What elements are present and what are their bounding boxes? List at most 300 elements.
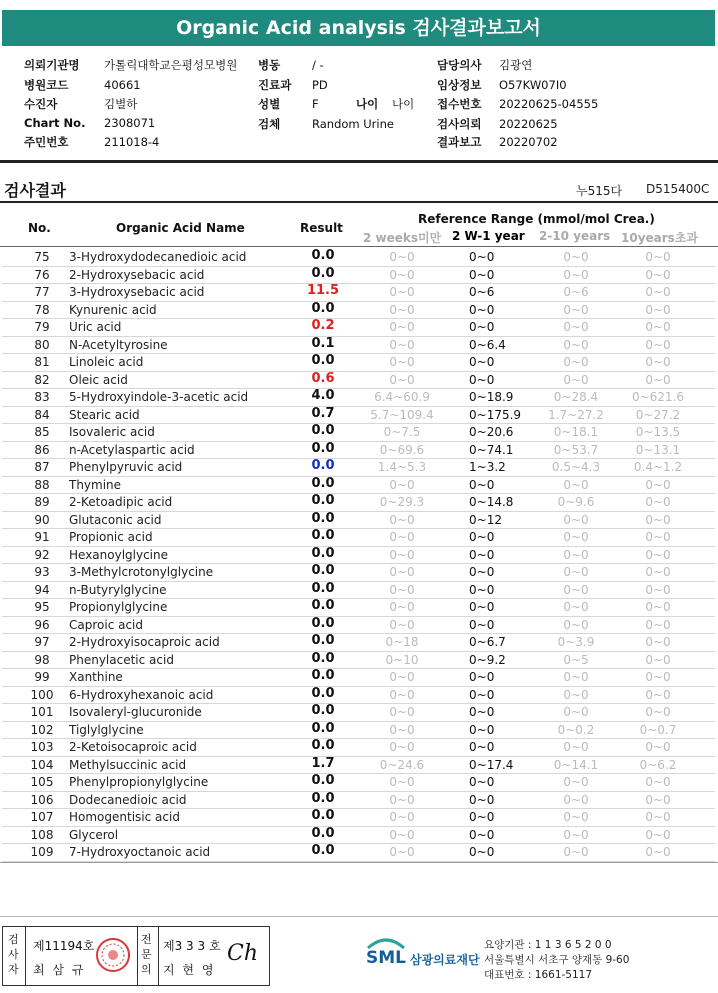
cell-r3: 0~18.1 (553, 425, 599, 439)
table-row (2, 721, 715, 740)
cell-r1: 0~0 (389, 285, 415, 299)
cell-result: 0.0 (311, 773, 335, 788)
cell-r3: 0~0 (563, 792, 589, 807)
cell-name: Dodecanedioic acid (69, 792, 187, 807)
cell-r3: 0~0 (563, 565, 589, 579)
cell-name: Isovaleryl-glucuronide (69, 705, 202, 719)
cell-name: 6-Hydroxyhexanoic acid (69, 687, 214, 702)
cell-result: 0.0 (311, 300, 335, 316)
cell-no: 98 (34, 652, 50, 667)
cell-r1: 0~7.5 (383, 425, 421, 439)
report-title: Organic Acid analysis 검사결과보고서 (2, 10, 715, 46)
info-sex (258, 96, 414, 112)
cell-result: 0.6 (311, 370, 335, 386)
cell-r1: 0~0 (389, 810, 415, 824)
cell-r4: 0~0 (645, 547, 671, 562)
cell-r2: 0~74.1 (469, 442, 514, 457)
cell-r3: 0~0 (563, 512, 589, 527)
cell-r2: 0~18.9 (469, 390, 514, 404)
cell-r4: 0~0.7 (639, 722, 677, 737)
cell-r4: 0~0 (645, 267, 671, 282)
cell-r3: 0~0 (563, 337, 589, 352)
specimen-label: 검체 (258, 117, 281, 131)
cell-r3: 0~0 (563, 705, 589, 719)
cell-r4: 0~0 (645, 600, 671, 614)
cell-r1: 0~0 (389, 845, 415, 859)
table-row (2, 353, 715, 372)
cell-no: 101 (30, 705, 54, 719)
cell-result: 0.0 (311, 563, 335, 578)
ref-sub-3: 10years초과 (621, 231, 699, 245)
cell-no: 106 (30, 792, 54, 807)
cell-result: 0.0 (311, 843, 335, 858)
cell-r2: 0~0 (469, 250, 495, 264)
cell-result: 0.0 (311, 353, 335, 368)
cell-result: 0.0 (311, 580, 335, 596)
table-row (2, 598, 715, 617)
cell-r1: 0~0 (389, 530, 415, 544)
cell-r1: 0~18 (385, 635, 419, 649)
signature-box (2, 926, 270, 986)
divider-head (0, 246, 718, 247)
info-report (437, 134, 558, 150)
cell-result: 0.0 (311, 493, 335, 508)
cell-name: Tiglylglycine (69, 722, 144, 737)
cell-r1: 0~0 (389, 740, 415, 754)
cell-name: Propionylglycine (69, 600, 168, 614)
cell-r1: 0~0 (389, 617, 415, 632)
cell-r2: 0~0 (469, 547, 495, 562)
dept-value: PD (312, 78, 328, 92)
cell-r1: 0~0 (389, 792, 415, 807)
tester-label: 검사자 (8, 933, 19, 976)
divider-table-top (0, 201, 718, 203)
cell-name: 2-Hydroxysebacic acid (69, 267, 205, 282)
cell-name: 2-Ketoisocaproic acid (69, 740, 197, 754)
cell-name: Linoleic acid (69, 355, 144, 369)
cell-no: 102 (30, 722, 54, 737)
table-row (2, 458, 715, 477)
cell-r4: 0~0 (645, 845, 671, 859)
info-request (437, 116, 558, 132)
info-specimen (258, 116, 394, 132)
cell-result: 0.2 (311, 318, 335, 333)
cell-r4: 0~0 (645, 810, 671, 824)
cell-no: 80 (34, 337, 50, 352)
cell-r4: 0~0 (645, 285, 671, 299)
specialist-label: 전문의 (141, 933, 152, 976)
info-hospital-code (24, 77, 141, 93)
request-value: 20220625 (499, 117, 558, 131)
doctor-label: 담당의사 (437, 58, 482, 72)
cell-no: 92 (34, 547, 50, 562)
cell-r2: 0~0 (469, 810, 495, 824)
info-id (24, 134, 159, 150)
cell-no: 109 (30, 845, 54, 859)
cell-r4: 0~0 (645, 250, 671, 264)
cell-r3: 0~0 (563, 687, 589, 702)
specialist-no: 제3 3 3 호 (163, 939, 221, 953)
cell-r3: 0~0 (563, 530, 589, 544)
specialist-name: 지 현 영 (163, 963, 216, 977)
cell-r2: 0~0 (469, 687, 495, 702)
table-row (2, 756, 715, 775)
seal-icon (95, 937, 131, 973)
cell-r2: 0~0 (469, 320, 495, 334)
cell-name: Kynurenic acid (69, 302, 157, 317)
table-row (2, 423, 715, 442)
cell-r3: 0~53.7 (553, 442, 599, 457)
cell-r1: 0~0 (389, 582, 415, 597)
cell-r2: 0~0 (469, 705, 495, 719)
cell-r1: 0~0 (389, 547, 415, 562)
cell-r1: 0~0 (389, 775, 415, 789)
cell-r1: 0~0 (389, 670, 415, 684)
cell-r4: 0~13.5 (635, 425, 681, 439)
cell-name: Oleic acid (69, 372, 128, 387)
cell-r3: 0~0 (563, 547, 589, 562)
cell-r3: 0.5~4.3 (551, 460, 601, 474)
cell-result: 0.0 (311, 423, 335, 438)
institution-label: 의뢰기관명 (24, 58, 80, 72)
table-row (2, 371, 715, 390)
cell-no: 91 (34, 530, 50, 544)
cell-r4: 0~0 (645, 337, 671, 352)
cell-name: Xanthine (69, 670, 123, 684)
cell-result: 11.5 (306, 283, 340, 298)
cell-result: 0.0 (311, 615, 335, 631)
cell-no: 94 (34, 582, 50, 597)
cell-r4: 0~0 (645, 495, 671, 509)
cell-r3: 0~0 (563, 320, 589, 334)
cell-r4: 0~6.2 (639, 757, 677, 772)
table-row (2, 616, 715, 635)
table-row (2, 546, 715, 565)
table-row (2, 266, 715, 285)
cell-name: Isovaleric acid (69, 425, 155, 439)
cell-no: 99 (34, 670, 50, 684)
divider-table-bottom (0, 862, 718, 863)
table-row (2, 563, 715, 582)
hospital-code-value: 40661 (104, 78, 141, 92)
table-row (2, 826, 715, 845)
cell-no: 81 (34, 355, 50, 369)
cell-result: 0.0 (311, 808, 335, 823)
table-row (2, 651, 715, 670)
code-1: 누515다 (576, 184, 623, 198)
col-result-header: Result (300, 221, 343, 235)
cell-r3: 0~28.4 (553, 390, 599, 404)
cell-r2: 0~20.6 (469, 425, 514, 439)
cell-r1: 0~0 (389, 250, 415, 264)
id-value: 211018-4 (104, 135, 160, 149)
cell-r3: 0~0 (563, 775, 589, 789)
cell-r3: 0~0 (563, 302, 589, 317)
logo-sml: SML (366, 948, 406, 968)
cell-r4: 0~0 (645, 670, 671, 684)
cell-r2: 0~0 (469, 530, 495, 544)
cell-name: Caproic acid (69, 617, 144, 632)
cell-r3: 0~0.2 (557, 722, 595, 737)
sex-label: 성별 (258, 97, 281, 111)
cell-result: 0.0 (311, 528, 335, 543)
cell-result: 0.0 (311, 248, 335, 263)
cell-r4: 0~0 (645, 530, 671, 544)
table-row (2, 808, 715, 827)
cell-r4: 0.4~1.2 (633, 460, 683, 474)
cell-r2: 0~0 (469, 565, 495, 579)
age-label: 나이 (356, 97, 379, 111)
cell-name: 3-Hydroxydodecanedioic acid (69, 250, 247, 264)
cell-no: 107 (30, 810, 54, 824)
clinical-value: O57KW07I0 (499, 78, 567, 92)
cell-r1: 0~0 (389, 372, 415, 387)
hospital-code-label: 병원코드 (24, 78, 69, 92)
cell-r1: 0~0 (389, 827, 415, 842)
cell-r2: 0~17.4 (469, 757, 514, 772)
cell-r1: 0~0 (389, 302, 415, 317)
table-row (2, 248, 715, 267)
cell-r4: 0~0 (645, 512, 671, 527)
cell-r1: 0~0 (389, 600, 415, 614)
cell-r3: 0~14.1 (553, 757, 599, 772)
cell-no: 100 (30, 687, 54, 702)
cell-no: 78 (34, 302, 50, 317)
cell-result: 0.0 (311, 720, 335, 736)
cell-result: 0.0 (311, 545, 335, 561)
cell-result: 1.7 (311, 755, 335, 771)
cell-r1: 0~0 (389, 722, 415, 737)
cell-r2: 0~0 (469, 477, 495, 492)
cell-result: 0.0 (311, 685, 335, 701)
cell-r2: 0~6.4 (469, 337, 506, 352)
table-row (2, 843, 715, 862)
table-row (2, 581, 715, 600)
table-row (2, 703, 715, 722)
cell-r3: 1.7~27.2 (548, 407, 604, 422)
table-row (2, 528, 715, 547)
cell-r3: 0~0 (563, 355, 589, 369)
age-value: 나이 (392, 97, 415, 111)
ward-value: / - (312, 58, 324, 72)
cell-result: 0.0 (311, 633, 335, 648)
cell-r3: 0~0 (563, 810, 589, 824)
cell-name: 2-Hydroxyisocaproic acid (69, 635, 220, 649)
cell-result: 0.0 (311, 790, 335, 806)
table-row (2, 686, 715, 705)
cell-r2: 0~0 (469, 600, 495, 614)
cell-name: Phenylpropionylglycine (69, 775, 209, 789)
cell-result: 0.0 (311, 440, 335, 456)
cell-r2: 0~0 (469, 582, 495, 597)
cell-r4: 0~13.1 (635, 442, 681, 457)
ward-label: 병동 (258, 58, 281, 72)
cell-name: Phenylpyruvic acid (69, 460, 183, 474)
cell-name: 2-Ketoadipic acid (69, 495, 173, 509)
cell-name: Propionic acid (69, 530, 153, 544)
table-row (2, 476, 715, 495)
cell-r1: 0~0 (389, 320, 415, 334)
cell-name: n-Butyrylglycine (69, 582, 167, 597)
cell-no: 103 (30, 740, 54, 754)
cell-r1: 0~0 (389, 687, 415, 702)
info-patient (24, 96, 137, 112)
cell-result: 0.0 (311, 668, 335, 683)
cell-no: 85 (34, 425, 50, 439)
cell-r1: 6.4~60.9 (374, 390, 430, 404)
cell-no: 105 (30, 775, 54, 789)
table-row (2, 791, 715, 810)
cell-r2: 0~0 (469, 302, 495, 317)
cell-result: 0.0 (311, 510, 335, 526)
cell-name: Glutaconic acid (69, 512, 162, 527)
cell-r4: 0~0 (645, 355, 671, 369)
patient-label: 수진자 (24, 97, 58, 111)
cell-r1: 0~0 (389, 477, 415, 492)
divider-footer (0, 916, 718, 917)
cell-no: 75 (34, 250, 50, 264)
cell-name: Methylsuccinic acid (69, 757, 187, 772)
cell-no: 82 (34, 372, 50, 387)
cell-name: 3-Methylcrotonylglycine (69, 565, 214, 579)
cell-name: Stearic acid (69, 407, 140, 422)
cell-r3: 0~0 (563, 267, 589, 282)
cell-no: 79 (34, 320, 50, 334)
cell-result: 0.0 (311, 598, 335, 613)
cell-no: 84 (34, 407, 50, 422)
phone: 대표번호 : 1661-5117 (484, 969, 593, 981)
cell-result: 0.0 (311, 265, 335, 281)
cell-r1: 0~24.6 (379, 757, 425, 772)
table-row (2, 493, 715, 512)
info-receipt (437, 96, 598, 112)
report-value: 20220702 (499, 135, 558, 149)
cell-r2: 0~0 (469, 372, 495, 387)
cell-r2: 0~0 (469, 827, 495, 842)
cell-name: Phenylacetic acid (69, 652, 174, 667)
institution-value: 가톨릭대학교은평성모병원 (104, 58, 238, 72)
cell-r4: 0~0 (645, 582, 671, 597)
table-row (2, 318, 715, 337)
cell-result: 0.7 (311, 405, 335, 421)
cell-r4: 0~0 (645, 827, 671, 842)
cell-no: 96 (34, 617, 50, 632)
cell-name: 3-Hydroxysebacic acid (69, 285, 205, 299)
cell-r4: 0~0 (645, 320, 671, 334)
table-row (2, 773, 715, 792)
cell-r2: 0~0 (469, 845, 495, 859)
cell-name: 5-Hydroxyindole-3-acetic acid (69, 390, 249, 404)
tester-no: 제11194호 (33, 939, 95, 953)
cell-r4: 0~0 (645, 477, 671, 492)
table-row (2, 441, 715, 460)
specimen-value: Random Urine (312, 117, 394, 131)
cell-result: 0.0 (311, 458, 335, 473)
cell-r4: 0~27.2 (635, 407, 681, 422)
cell-no: 76 (34, 267, 50, 282)
ref-sub-1: 2 W-1 year (452, 229, 525, 243)
cell-r4: 0~0 (645, 687, 671, 702)
cell-r4: 0~0 (645, 792, 671, 807)
care-no: 요양기관 : 1 1 3 6 5 2 0 0 (484, 939, 612, 951)
cell-no: 83 (34, 390, 50, 404)
id-label: 주민번호 (24, 135, 69, 149)
request-label: 검사의뢰 (437, 117, 482, 131)
cell-r4: 0~0 (645, 705, 671, 719)
cell-name: n-Acetylaspartic acid (69, 442, 195, 457)
cell-r1: 0~0 (389, 267, 415, 282)
address: 서울특별시 서초구 양재동 9-60 (484, 954, 630, 966)
col-ref-header: Reference Range (mmol/mol Crea.) (418, 212, 655, 226)
receipt-label: 접수번호 (437, 97, 482, 111)
cell-name: Glycerol (69, 827, 119, 842)
cell-r2: 0~0 (469, 775, 495, 789)
cell-r2: 0~0 (469, 617, 495, 632)
ref-sub-2: 2-10 years (539, 229, 611, 243)
cell-r4: 0~0 (645, 652, 671, 667)
cell-result: 4.0 (311, 388, 335, 403)
info-institution (24, 57, 237, 73)
cell-r2: 0~0 (469, 792, 495, 807)
table-row (2, 388, 715, 407)
cell-r2: 0~0 (469, 722, 495, 737)
chart-label: Chart No. (24, 116, 86, 130)
cell-r1: 0~29.3 (379, 495, 425, 509)
cell-no: 95 (34, 600, 50, 614)
cell-r1: 1.4~5.3 (377, 460, 427, 474)
cell-r3: 0~0 (563, 582, 589, 597)
cell-result: 0.1 (311, 335, 335, 351)
cell-result: 0.0 (311, 703, 335, 718)
cell-no: 93 (34, 565, 50, 579)
cell-no: 90 (34, 512, 50, 527)
clinical-label: 임상정보 (437, 78, 482, 92)
cell-r1: 0~0 (389, 512, 415, 527)
cell-r2: 1~3.2 (469, 460, 506, 474)
info-clinical (437, 77, 567, 93)
cell-result: 0.0 (311, 738, 335, 753)
cell-r3: 0~0 (563, 845, 589, 859)
cell-r1: 0~0 (389, 565, 415, 579)
cell-r3: 0~5 (563, 652, 589, 667)
cell-no: 89 (34, 495, 50, 509)
info-chart (24, 116, 155, 130)
section-title: 검사결과 (4, 181, 66, 200)
divider-top (0, 160, 718, 163)
cell-name: Thymine (69, 477, 122, 492)
signature: Ch (227, 941, 259, 966)
cell-r3: 0~3.9 (557, 635, 595, 649)
cell-r3: 0~0 (563, 600, 589, 614)
cell-r2: 0~0 (469, 355, 495, 369)
patient-value: 김별하 (104, 97, 138, 111)
cell-r2: 0~14.8 (469, 495, 514, 509)
cell-r4: 0~0 (645, 302, 671, 317)
cell-r4: 0~0 (645, 617, 671, 632)
cell-name: Homogentisic acid (69, 810, 180, 824)
receipt-value: 20220625-04555 (499, 97, 599, 111)
cell-r2: 0~6 (469, 285, 495, 299)
cell-r1: 0~10 (385, 652, 419, 667)
cell-name: 7-Hydroxyoctanoic acid (69, 845, 211, 859)
cell-r2: 0~0 (469, 670, 495, 684)
info-doctor (437, 57, 532, 73)
cell-no: 97 (34, 635, 50, 649)
dept-label: 진료과 (258, 78, 292, 92)
cell-no: 108 (30, 827, 54, 842)
cell-r3: 0~0 (563, 250, 589, 264)
cell-r2: 0~6.7 (469, 635, 506, 649)
